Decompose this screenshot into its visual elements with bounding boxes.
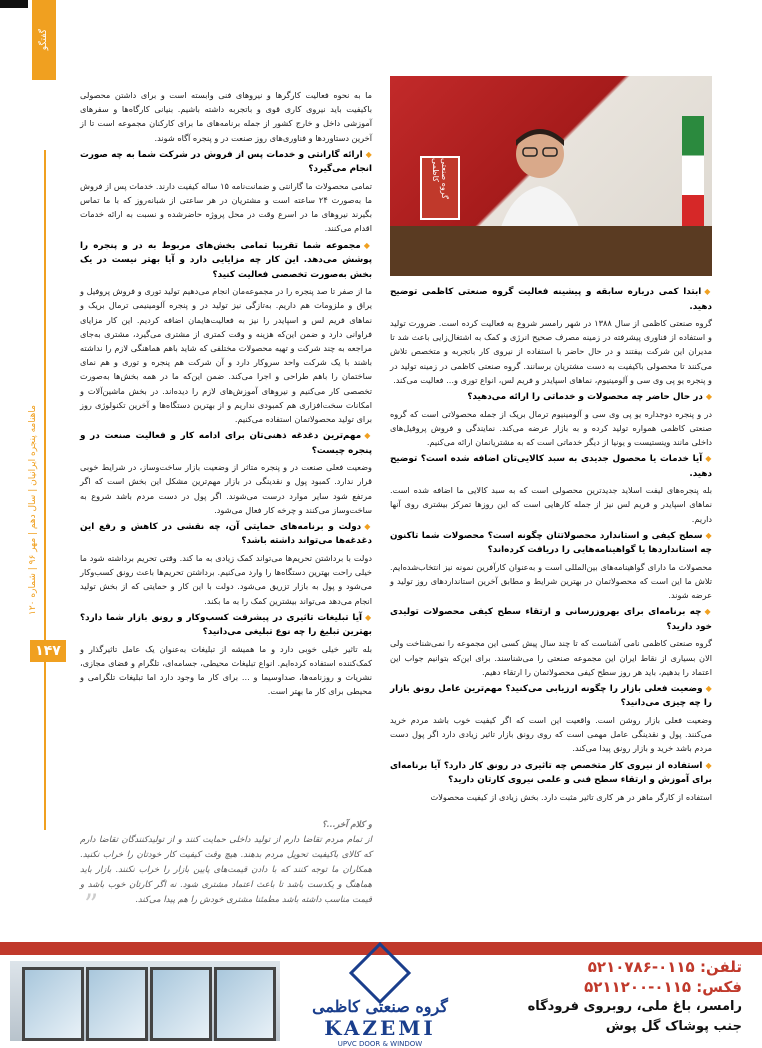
- answer-paragraph: ما از صفر تا صد پنجره را در مجموعه‌مان انجام می‌دهیم تولید توری و فروش پروفیل و یراق و ملزومات هم داریم. به‌تازگی نیز تولید در و پنجره آلومینیمی ترمال بریک و نماهای فریم لس و اسپایدر را نیز به فعالیت‌هایمان اضافه کردیم. این کار مزایای فراوانی دارد و ضمن این‌که هزینه و وقت کمتری از مشتری می‌گیرد، مشتری به‌جای مراجعه به چند شرکت و تهیه محصولات مختلفی که شاید باهم هماهنگی لازم را نداشته باشند با یک شرکت واحد سروکار دارد و آن شرکت هم پنجره و توری و هم نمای ساختمان را باهم طراحی و اجرا می‌کند. ضمن این‌که ما در همه بخش‌ها به‌صورت تخصصی کار می‌کنیم و نیروهای آموزش‌های لازم را دیده‌اند. در بخش ماشین‌آلات و امکانات سخت‌افزاری هم کمبودی نداریم و از بهترین دستگاه‌ها و آخرین تکنولوژی روز برای تولید محصولاتمان استفاده می‌کنیم.: [80, 286, 372, 424]
- ad-address-1: رامسر، باغ ملی، روبروی فرودگاه: [527, 999, 742, 1014]
- question-heading: ◆ مهم‌ترین دغدغه ذهنی‌تان برای ادامه کار و فعالیت صنعت در و پنجره چیست؟: [80, 429, 372, 458]
- answer-paragraph: گروه صنعتی کاظمی از سال ۱۳۸۸ در شهر رامسر شروع به فعالیت کرده است. ضرورت تولید و استفاده از فناوری پیشرفته در زمینه مصرف صحیح انرژی و کمک به اشتغال‌زایی باعث شد تا مدیران این شرکت بیفتند و در حال حاضر با استفاده از نیروی کار باتجربه و متخصص تلاش می‌کنند تا محصولی باکیفیت به دست مشتریان برسانند. گروه صنعتی کاظمی در زمینه تولید در و پنجره یو پی وی سی و آلومینیوم، نماهای اسپایدر و فریم لس، انواع توری و... فعالیت می‌کند.: [390, 318, 712, 385]
- company-plaque: گروه صنعتی کاظمی: [420, 156, 460, 220]
- question-heading: ◆ آیا تبلیغات تاثیری در پیشرفت کسب‌وکار و رونق بازار شما دارد؟ بهترین تبلیغ را چه نوع تبلیغی می‌دانید؟: [80, 611, 372, 640]
- answer-paragraph: ما به نحوه فعالیت کارگرها و نیروهای فنی وابسته است و برای داشتن محصولی باکیفیت باید نیروی کاری قوی و باتجربه داشته باشیم. بنیانی کارگاه‌ها و سفرهای آموزشی داخل و خارج کشور از جمله برنامه‌های ما برای کارکنان مجموعه است تا از آخرین دستاوردها و فناوری‌های روز صنعت در و پنجره آگاه شوند.: [80, 90, 372, 143]
- window-product-image: [10, 961, 280, 1041]
- ad-address-2: جنب پوشاک گل پوش: [605, 1019, 742, 1034]
- window-pane: [150, 967, 212, 1041]
- question-heading: ◆ آیا خدمات یا محصول جدیدی به سبد کالایی‌تان اضافه شده است؟ توضیح دهید.: [390, 452, 712, 481]
- answer-paragraph: وضعیت فعلی بازار روشن است. واقعیت این است که اگر کیفیت خوب باشد مردم خرید می‌کنند. پول و نقدینگی عامل مهمی است که روی رونق بازار تاثیر زیادی دارد اگر پول دست مردم باشد خرید و بازار رونق پیدا می‌کند.: [390, 714, 712, 754]
- question-heading: ◆ ارائه گارانتی و خدمات پس از فروش در شرکت شما به چه صورت انجام می‌گیرد؟: [80, 148, 372, 177]
- window-pane: [86, 967, 148, 1041]
- answer-paragraph: وضعیت فعلی صنعت در و پنجره متاثر از وضعیت بازار ساخت‌وساز، در شرایط خوبی قرار ندارد. کمبود پول و نقدینگی در بازار مهم‌ترین مشکل این بخش است که اگر مرتفع شود سایر موارد درست می‌شوند. اگر پول در دست مردم باشد شروع به ساخت‌وساز می‌کنند و چرخه کار فعال می‌شود.: [80, 462, 372, 515]
- left-column: [80, 88, 372, 701]
- left-rule: [44, 150, 46, 830]
- issue-meta: ماهنامه پنجره ایرانیان | سال دهم | مهر ۹۶ | شماره ۱۲۰: [28, 405, 38, 615]
- interview-photo: [390, 76, 712, 276]
- advertisement: [0, 942, 762, 1048]
- window-pane: [214, 967, 276, 1041]
- right-column: [390, 282, 712, 806]
- desk: [390, 226, 712, 276]
- question-heading: ◆ در حال حاضر چه محصولات و خدماتی را ارائه می‌دهید؟: [390, 390, 712, 405]
- question-heading: ◆ دولت و برنامه‌های حمایتی آن، چه نقشی در کاهش و رفع این دغدغه‌ها می‌تواند داشته باشد؟: [80, 520, 372, 549]
- question-heading: ◆ وضعیت فعلی بازار را چگونه ارزیابی می‌کنید؟ مهم‌ترین عامل رونق بازار را چه چیزی می‌دانید؟: [390, 682, 712, 711]
- question-heading: ◆ سطح کیفی و استاندارد محصولاتتان چگونه است؟ محصولات شما تاکنون چه استانداردها یا گواهینامه‌هایی را دریافت کرده‌اند؟: [390, 529, 712, 558]
- page-number: ۱۴۷: [30, 640, 66, 662]
- kazemi-logo: [300, 951, 460, 1046]
- question-heading: ◆ استفاده از نیروی کار متخصص چه تاثیری در رونق کار دارد؟ آیا برنامه‌ای برای آموزش و ارتقاء سطح فنی و علمی نیروی کارتان دارید؟: [390, 759, 712, 788]
- question-heading: ◆ چه برنامه‌ای برای بهروزرسانی و ارتقاء سطح کیفی محصولات تولیدی خود دارید؟: [390, 605, 712, 634]
- ad-contacts: [482, 957, 742, 1037]
- logo-fa: گروه صنعتی کاظمی: [312, 997, 448, 1016]
- answer-paragraph: گروه صنعتی کاظمی نامی آشناست که تا چند سال پیش کسی این مجموعه را نمی‌شناخت ولی الان بسیاری از نقاط ایران این مجموعه صنعتی را می‌شناسند. برای این‌که بتوانیم جواب این اعتماد را بدهیم، باید هر روز سطح کیفی محصولاتمان را ارتقاء دهیم.: [390, 638, 712, 677]
- answer-paragraph: دولت با برداشتن تحریم‌ها می‌تواند کمک زیادی به ما کند. وقتی تحریم برداشته شود ما خیلی راحت بهترین دستگاه‌ها را وارد می‌کنیم. برداشتن تحریم‌ها باعث رونق کسب‌وکار می‌شود و پول به بازار تزریق می‌شود. دولت با این کار و حمایتی که از بخش تولید انجام می‌دهد می‌تواند بیشترین کمک را به ما بکند.: [80, 552, 372, 606]
- answer-paragraph: بله تاثیر خیلی خوبی دارد و ما همیشه از تبلیغات به‌عنوان یک عامل تاثیرگذار و کمک‌کننده استفاده کرده‌ایم. انواع تبلیغات محیطی، جسامه‌ای، تلگرام و فضای مجازی، نشریات و روزنامه‌ها، صداوسیما و ... برای کار ما وجود دارد اما تبلیغات تلگرامی و محیطی برای کار ما بهتر است.: [80, 643, 372, 697]
- answer-paragraph: محصولات ما دارای گواهینامه‌های بین‌المللی است و به‌عنوان کارآفرین نمونه نیز انتخاب‌شده‌ایم. تلاش ما این است که محصولاتمان در بهترین شرایط و مطابق آخرین استانداردهای روز تولید و عرضه شوند.: [390, 561, 712, 601]
- quote-text: از تمام مردم تقاضا دارم از تولید داخلی حمایت کنند و از تولیدکنندگان تقاضا دارم که کالای باکیفیت تحویل مردم بدهند. هیچ وقت کیفیت کار خودتان را خراب نکنید. همکاران ما توجه کنند که با دادن قیمت‌های پایین بازار را خراب نکنند. بازار باید هماهنگ و یکدست باشد تا باعث اعتماد مشتری شود. نه اگر کارتان خوب باشد و قیمت مناسب داشته باشد مطمئنا مشتری خودش را هم پیدا می‌کند.: [80, 835, 372, 905]
- ad-fax: فکس: ۰۱۱۵-۵۲۱۱۲۰۰: [584, 978, 742, 996]
- answer-paragraph: تمامی محصولات ما گارانتی و ضمانت‌نامه ۱۵ ساله کیفیت دارند. خدمات پس از فروش ما به‌صورت ۲۴ ساعته است و مشتریان در هر ساعتی از شبانه‌روز که با ما تماس بگیرند نیروهای ما در اسرع وقت در محل پروژه حاضرشده و نسبت به ارائه خدمات اقدام می‌کنند.: [80, 180, 372, 234]
- top-band: [0, 0, 28, 8]
- answer-paragraph: در و پنجره دوجداره یو پی وی سی و آلومینیوم ترمال بریک از جمله محصولاتی است که گروه صنعتی کاظمی همواره تولید کرده و به بازار عرضه می‌کند. نمایندگی و فروش پروفیل‌های داخلی مانند وینستیست و یونیا از دیگر خدماتی است که به مشتریانمان ارائه می‌کنیم.: [390, 408, 712, 447]
- quote-heading: و کلام آخر...؟: [321, 820, 372, 830]
- flag-icon: [682, 116, 704, 236]
- ad-tel: تلفن: ۰۱۱۵-۵۲۱۰۷۸۶: [587, 958, 742, 976]
- question-heading: ◆ ابتدا کمی درباره سابقه و پیشینه فعالیت گروه صنعتی کاظمی توضیح دهید.: [390, 285, 712, 314]
- closing-quote: [80, 818, 372, 908]
- quote-mark-icon: ”: [84, 888, 99, 921]
- window-pane: [22, 967, 84, 1041]
- section-tab: گفتگو: [32, 0, 56, 80]
- logo-sub: UPVC DOOR & WINDOW: [337, 1040, 423, 1048]
- question-heading: ◆ مجموعه شما تقریبا تمامی بخش‌های مربوط به در و پنجره را پوشش می‌دهد. این کار چه مزایایی دارد و آیا بهتر نیست در یک بخش به‌صورت تخصصی فعالیت کنید؟: [80, 239, 372, 283]
- answer-paragraph: استفاده از کارگر ماهر در هر کاری تاثیر مثبت دارد. بخش زیادی از کیفیت محصولات: [430, 791, 712, 802]
- answer-paragraph: بله پنجره‌های لیفت اسلاید جدیدترین محصولی است که به سبد کالایی ما اضافه شده است. نماهای اسپایدر و فریم لس نیز از جمله کارهایی است که این روزها تمرکز بیشتری روی آنها داریم.: [390, 485, 712, 524]
- logo-en: KAZEMI: [324, 1016, 436, 1040]
- logo-diamond-icon: [349, 942, 411, 1004]
